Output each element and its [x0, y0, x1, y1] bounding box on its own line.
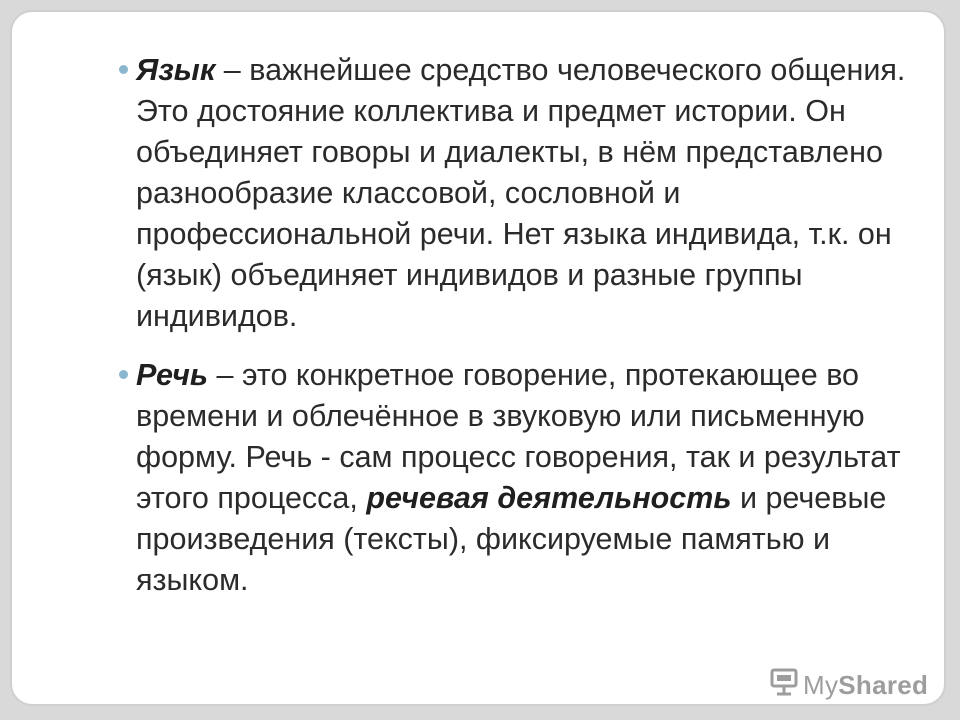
term-speech: Речь: [136, 358, 209, 392]
watermark-brand: MyShared: [803, 670, 929, 700]
paragraph-language-text: – важнейшее средство человеческого общения. Это достояние коллектива и предмет истории. Он объединяет говоры и диалекты, в нём представлено разнообразие классовой, сословной и профессиональной речи. Нет языка индивида, т.к. он (язык) объединяет индивидов и разные группы индивидов.: [136, 53, 906, 333]
term-speech-activity: речевая деятельность: [366, 481, 732, 515]
bullet-icon: [119, 370, 128, 379]
paragraph-language: [136, 50, 926, 337]
paragraph-speech-text-before: – это конкретное говорение, протекающее во времени и облечённое в звуковую или письменную форму. Речь - сам процесс говорения, так и результат этого процесса,: [136, 358, 901, 515]
slide-content: [136, 50, 926, 619]
myshared-watermark: [769, 668, 928, 703]
slide: [10, 10, 946, 706]
paragraph-speech-text-after: и речевые произведения (тексты), фиксируемые памятью и языком.: [136, 481, 887, 597]
bullet-icon: [119, 65, 128, 74]
term-language: Язык: [136, 53, 216, 87]
paragraph-speech: [136, 355, 926, 601]
presentation-board-icon: [769, 668, 799, 703]
